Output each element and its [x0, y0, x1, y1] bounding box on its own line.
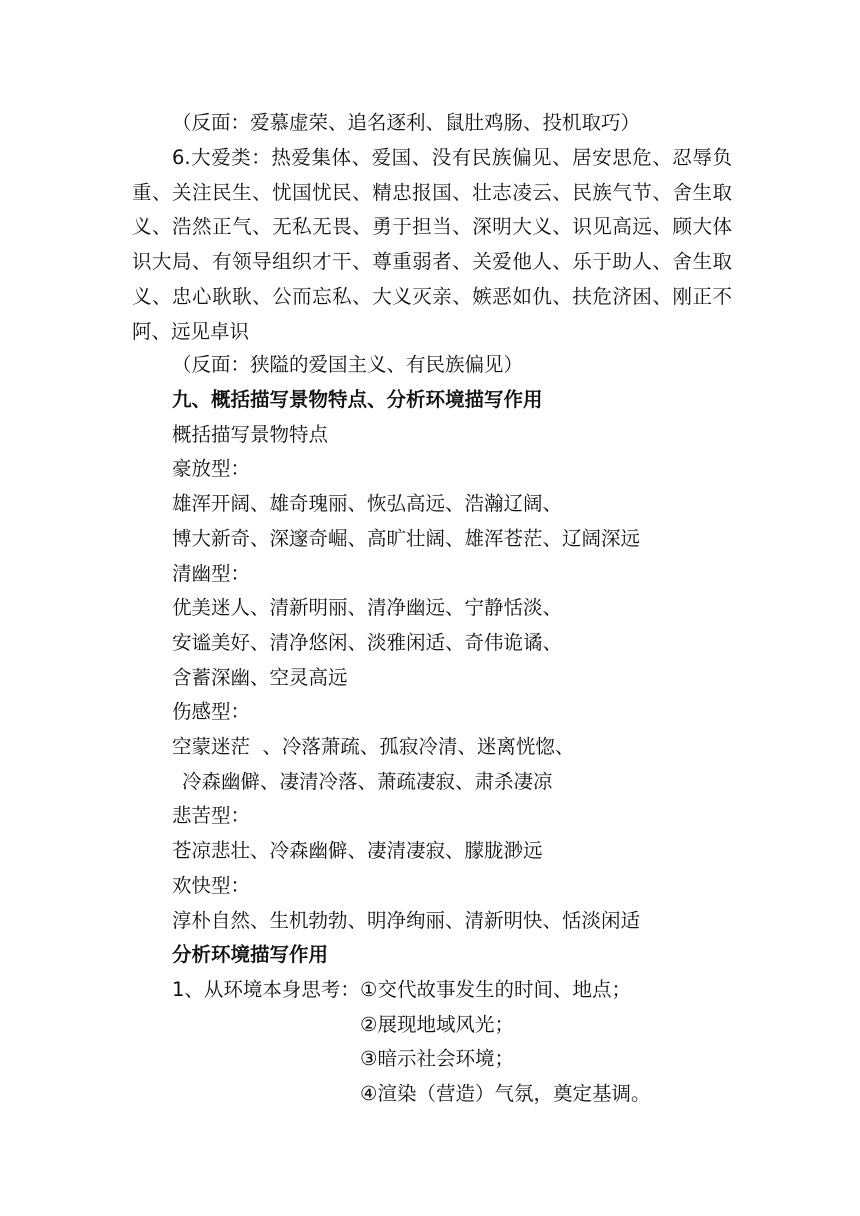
quiet-line-1: 优美迷人、清新明丽、清净幽远、宁静恬淡、 — [172, 596, 563, 619]
type-label-quiet: 清幽型： — [172, 562, 251, 585]
env-item-4: ④渲染（营造）气氛，奠定基调。 — [360, 1082, 651, 1105]
type-label-bitter: 悲苦型： — [172, 804, 251, 827]
type-label-happy: 欢快型： — [172, 874, 251, 897]
quiet-line-2: 安谧美好、清净悠闲、淡雅闲适、奇伟诡谲、 — [172, 631, 563, 654]
bold-line-1: 雄浑开阔、雄奇瑰丽、恢弘高远、浩瀚辽阔、 — [172, 492, 563, 515]
subheading-scenery: 概括描写景物特点 — [172, 423, 329, 446]
bold-line-2: 博大新奇、深邃奇崛、高旷壮阔、雄浑苍茫、辽阔深远 — [172, 527, 641, 550]
reverse-line-2: （反面：狭隘的爱国主义、有民族偏见） — [172, 353, 524, 376]
type-label-sad: 伤感型： — [172, 700, 251, 723]
quiet-line-3: 含蓄深幽、空灵高远 — [172, 666, 348, 689]
paragraph-love: 6.大爱类：热爱集体、爱国、没有民族偏见、居安思危、忍辱负重、关注民生、忧国忧民、精忠报国、壮志凌云、民族气节、舍生取义、浩然正气、无私无畏、勇于担当、深明大义、识见高远、顾大体识大局、有领导组织才干、尊重弱者、关爱他人、乐于助人、舍生取义、忠心耿耿、公而忘私、大义灭亲、嫉恶如仇、扶危济困、刚正不阿、远见卓识 — [132, 146, 732, 343]
type-label-bold: 豪放型： — [172, 457, 251, 480]
happy-line-1: 淳朴自然、生机勃勃、明净绚丽、清新明快、恬淡闲适 — [172, 909, 641, 932]
env-item-3: ③暗示社会环境； — [360, 1047, 514, 1070]
env-label: 1、从环境本身思考： — [172, 978, 360, 1001]
subheading-environment: 分析环境描写作用 — [172, 943, 329, 966]
sad-line-2: 冷森幽僻、凄清冷落、萧疏凄寂、肃杀凄凉 — [182, 770, 553, 793]
bitter-line-1: 苍凉悲壮、冷森幽僻、凄清凄寂、朦胧渺远 — [172, 839, 543, 862]
reverse-line-1: （反面：爱慕虚荣、追名逐利、鼠肚鸡肠、投机取巧） — [172, 111, 641, 134]
sad-line-1: 空蒙迷茫 、冷落萧疏、孤寂冷清、迷离恍惚、 — [172, 735, 575, 758]
env-item-1: ①交代故事发生的时间、地点； — [360, 978, 631, 1001]
section-heading-9: 九、概括描写景物特点、分析环境描写作用 — [172, 388, 543, 411]
env-item-2: ②展现地域风光； — [360, 1013, 514, 1036]
